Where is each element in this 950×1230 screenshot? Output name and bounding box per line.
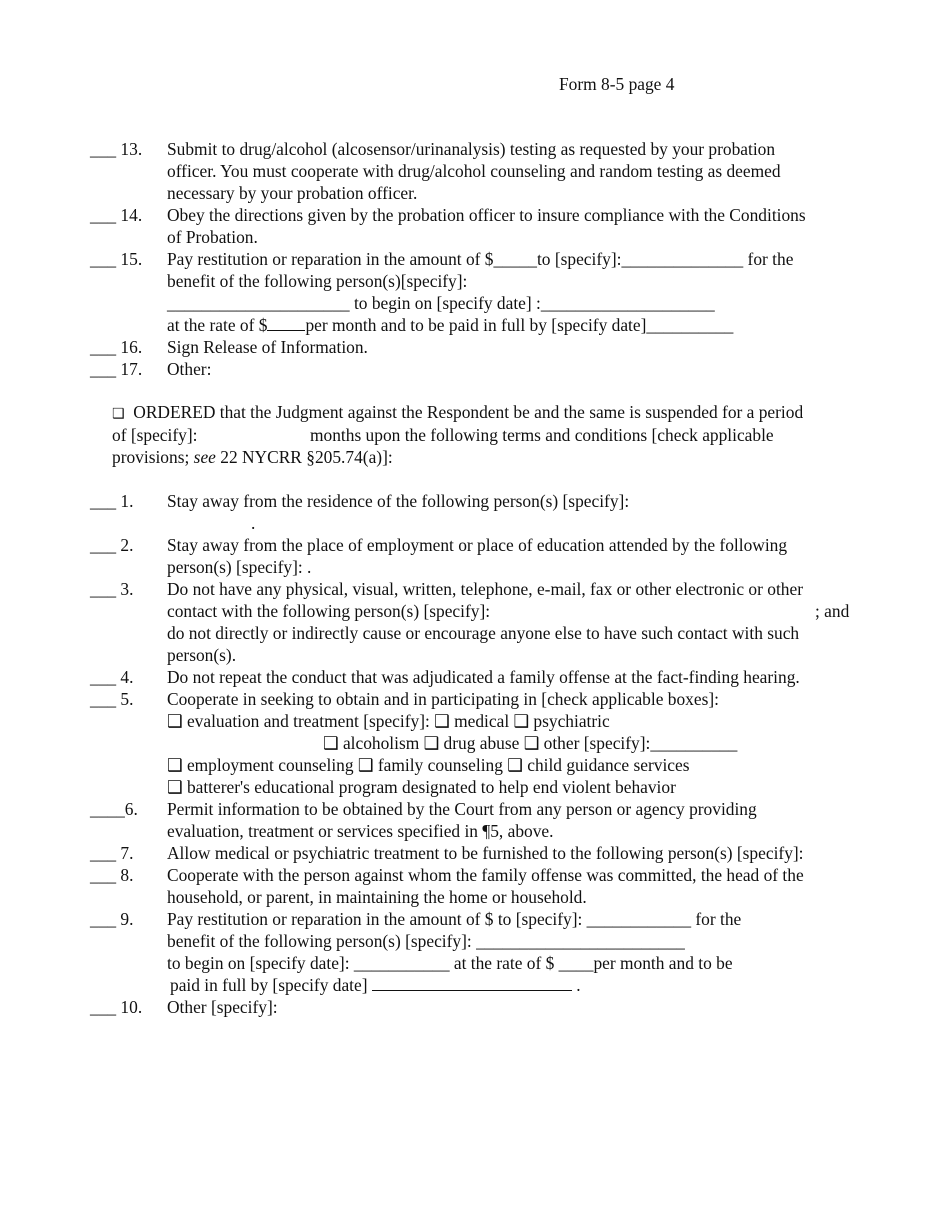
cond-4-checkline[interactable]: ___ 4. — [90, 667, 134, 687]
cond-9-text-line1: Pay restitution or reparation in the amount of $ to [specify]: ____________ for the — [167, 909, 742, 929]
cond-3-and: ; and — [815, 601, 850, 621]
cond-4-text: Do not repeat the conduct that was adjudicated a family offense at the fact-finding hearing. — [167, 667, 800, 687]
item-15-rate-blank[interactable] — [267, 315, 305, 331]
cond-3-text-line3: do not directly or indirectly cause or encourage anyone else to have such contact with such — [167, 623, 800, 643]
item-15-text-line1: Pay restitution or reparation in the amount of $_____to [specify]:______________ for the — [167, 249, 794, 269]
cond-9-period: . — [576, 975, 581, 995]
cond-1-checkline[interactable]: ___ 1. — [90, 491, 134, 511]
item-14-checkline[interactable]: ___ 14. — [90, 205, 143, 225]
ordered-text-line1: ORDERED that the Judgment against the Respondent be and the same is suspended for a period — [133, 402, 804, 422]
cond-5-options-line4[interactable]: ❑ batterer's educational program designated to help end violent behavior — [167, 777, 676, 797]
cond-8-text-line2: household, or parent, in maintaining the home or household. — [167, 887, 587, 907]
cond-1-dot: . — [251, 513, 256, 533]
item-15-text-line2: benefit of the following person(s)[specify]: — [167, 271, 468, 291]
cond-7-text: Allow medical or psychiatric treatment to be furnished to the following person(s) [specify]: — [167, 843, 804, 863]
ordered-line3-see: see — [193, 447, 216, 467]
item-17-text: Other: — [167, 359, 212, 379]
item-13-checkline[interactable]: ___ 13. — [90, 139, 143, 159]
ordered-line2-text: months upon the following terms and conditions [check applicable — [310, 425, 774, 445]
ordered-checkbox[interactable]: ❑ — [112, 406, 125, 422]
cond-9-text-line4 — [170, 974, 581, 996]
cond-9-paid-label: paid in full by [specify date] — [170, 975, 368, 995]
item-13-text-line1: Submit to drug/alcohol (alcosensor/urinanalysis) testing as requested by your probation — [167, 139, 776, 159]
cond-2-text-line2: person(s) [specify]: . — [167, 557, 312, 577]
cond-10-text: Other [specify]: — [167, 997, 278, 1017]
cond-8-text-line1: Cooperate with the person against whom the family offense was committed, the head of the — [167, 865, 804, 885]
cond-8-checkline[interactable]: ___ 8. — [90, 865, 134, 885]
item-17-checkline[interactable]: ___ 17. — [90, 359, 143, 379]
item-14-text-line1: Obey the directions given by the probation officer to insure compliance with the Conditions — [167, 205, 806, 225]
cond-7-checkline[interactable]: ___ 7. — [90, 843, 134, 863]
item-15-text-line3: _____________________ to begin on [specify date] :____________________ — [167, 293, 715, 313]
cond-6-text-line1: Permit information to be obtained by the Court from any person or agency providing — [167, 799, 757, 819]
ordered-line3 — [112, 446, 393, 468]
ordered-line3-b: 22 NYCRR §205.74(a)]: — [220, 447, 393, 467]
cond-3-text-line1: Do not have any physical, visual, written, telephone, e-mail, fax or other electronic or other — [167, 579, 803, 599]
cond-9-checkline[interactable]: ___ 9. — [90, 909, 134, 929]
item-15-rate-label: at the rate of $ — [167, 315, 268, 335]
item-13-text-line2: officer. You must cooperate with drug/alcohol counseling and random testing as deemed — [167, 161, 781, 181]
item-15-text-line4 — [167, 314, 733, 336]
ordered-line3-a: provisions; — [112, 447, 190, 467]
cond-9-date-blank[interactable] — [372, 975, 572, 991]
cond-9-text-line2: benefit of the following person(s) [specify]: ________________________ — [167, 931, 685, 951]
cond-2-checkline[interactable]: ___ 2. — [90, 535, 134, 555]
item-15-checkline[interactable]: ___ 15. — [90, 249, 143, 269]
cond-5-options-line2[interactable]: ❑ alcoholism ❑ drug abuse ❑ other [specify]:__________ — [323, 733, 738, 753]
item-16-checkline[interactable]: ___ 16. — [90, 337, 143, 357]
form-page-label: Form 8-5 page 4 — [559, 74, 675, 94]
cond-3-text-line2: contact with the following person(s) [specify]: — [167, 601, 491, 621]
cond-5-text: Cooperate in seeking to obtain and in participating in [check applicable boxes]: — [167, 689, 719, 709]
cond-3-checkline[interactable]: ___ 3. — [90, 579, 134, 599]
cond-9-text-line3: to begin on [specify date]: ___________ at the rate of $ ____per month and to be — [167, 953, 733, 973]
cond-5-checkline[interactable]: ___ 5. — [90, 689, 134, 709]
item-13-text-line3: necessary by your probation officer. — [167, 183, 418, 203]
cond-1-text: Stay away from the residence of the following person(s) [specify]: — [167, 491, 630, 511]
cond-5-options-line1[interactable]: ❑ evaluation and treatment [specify]: ❑ medical ❑ psychiatric — [167, 711, 610, 731]
cond-5-options-line3[interactable]: ❑ employment counseling ❑ family counseling ❑ child guidance services — [167, 755, 690, 775]
cond-3-text-line4: person(s). — [167, 645, 237, 665]
item-15-rate-rest: per month and to be paid in full by [specify date]__________ — [305, 315, 734, 335]
ordered-line2-label: of [specify]: — [112, 425, 198, 445]
cond-6-checkline[interactable]: ____6. — [90, 799, 138, 819]
item-16-text: Sign Release of Information. — [167, 337, 368, 357]
cond-10-checkline[interactable]: ___ 10. — [90, 997, 143, 1017]
cond-2-text-line1: Stay away from the place of employment or place of education attended by the following — [167, 535, 788, 555]
cond-6-text-line2: evaluation, treatment or services specified in ¶5, above. — [167, 821, 554, 841]
item-14-text-line2: of Probation. — [167, 227, 258, 247]
ordered-line1 — [112, 401, 803, 425]
